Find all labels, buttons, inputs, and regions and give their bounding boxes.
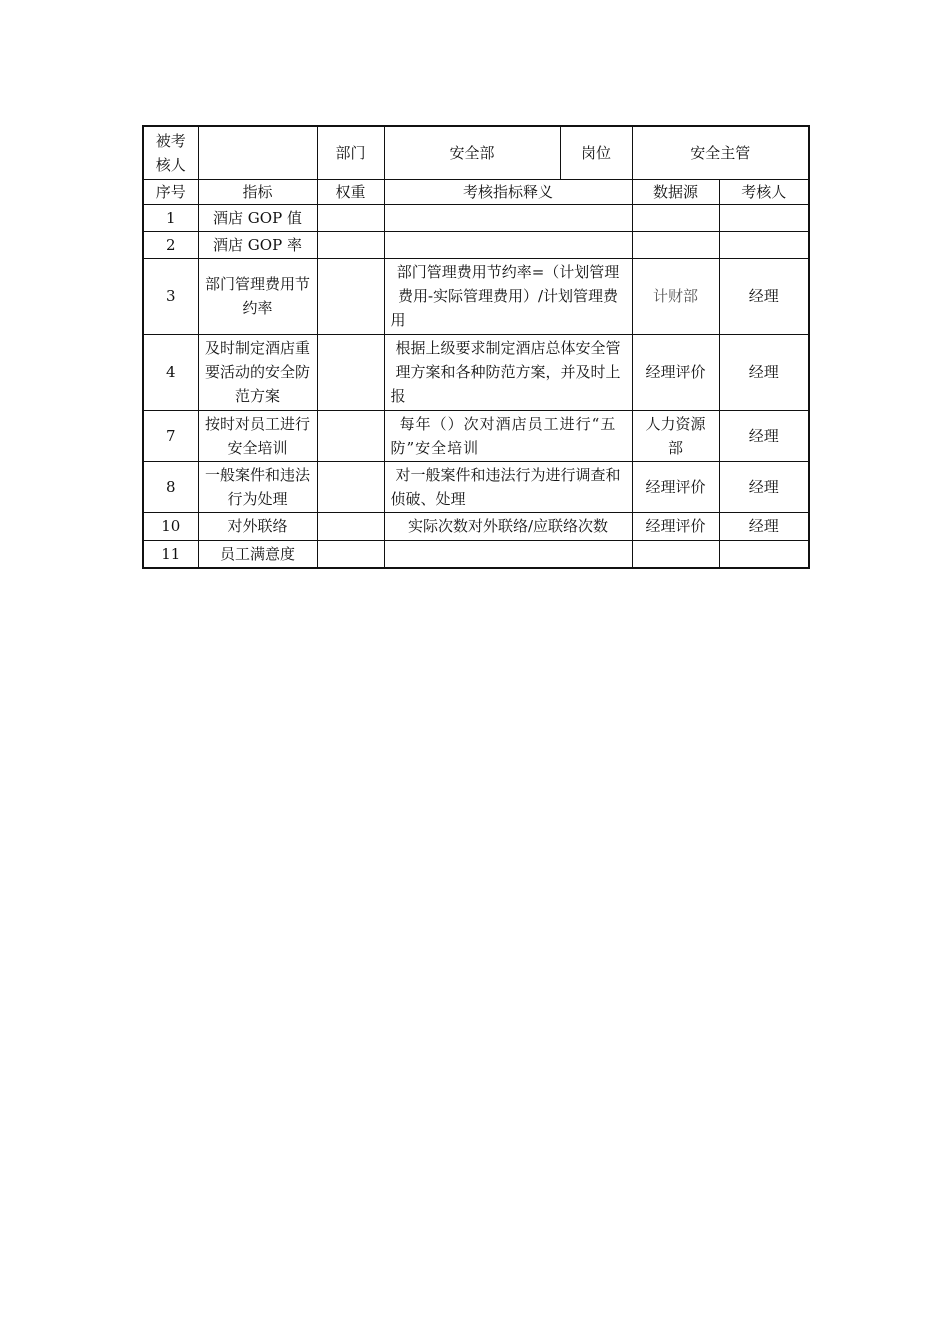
seq-cell: 8 xyxy=(143,461,198,512)
weight-cell xyxy=(317,204,384,231)
evaluator-cell: 经理 xyxy=(719,461,809,512)
table-row xyxy=(143,410,809,461)
kpi-table xyxy=(142,125,810,569)
evaluatee-value xyxy=(198,126,317,179)
evaluator-cell xyxy=(719,231,809,258)
evaluator-cell xyxy=(719,540,809,568)
position-value: 安全主管 xyxy=(632,126,809,179)
column-header-row xyxy=(143,179,809,204)
department-label: 部门 xyxy=(317,126,384,179)
evaluator-cell: 经理 xyxy=(719,512,809,540)
indicator-cell: 酒店 GOP 值 xyxy=(198,204,317,231)
source-cell: 经理评价 xyxy=(632,512,719,540)
position-label: 岗位 xyxy=(560,126,632,179)
weight-cell xyxy=(317,540,384,568)
weight-cell xyxy=(317,410,384,461)
indicator-cell: 及时制定酒店重要活动的安全防范方案 xyxy=(198,334,317,410)
col-definition-header: 考核指标释义 xyxy=(384,179,632,204)
source-cell xyxy=(632,540,719,568)
col-source-header: 数据源 xyxy=(632,179,719,204)
col-weight-header: 权重 xyxy=(317,179,384,204)
kpi-sheet xyxy=(142,125,808,569)
definition-cell xyxy=(384,540,632,568)
table-row xyxy=(143,204,809,231)
seq-cell: 2 xyxy=(143,231,198,258)
table-row xyxy=(143,231,809,258)
evaluator-cell xyxy=(719,204,809,231)
weight-cell xyxy=(317,461,384,512)
col-indicator-header: 指标 xyxy=(198,179,317,204)
definition-cell xyxy=(384,204,632,231)
definition-cell: 根据上级要求制定酒店总体安全管理方案和各种防范方案，并及时上报 xyxy=(384,334,632,410)
seq-cell: 10 xyxy=(143,512,198,540)
seq-cell: 7 xyxy=(143,410,198,461)
weight-cell xyxy=(317,512,384,540)
source-cell: 计财部 xyxy=(632,258,719,334)
department-value: 安全部 xyxy=(384,126,560,179)
seq-cell: 4 xyxy=(143,334,198,410)
table-row xyxy=(143,512,809,540)
indicator-cell: 酒店 GOP 率 xyxy=(198,231,317,258)
source-cell xyxy=(632,231,719,258)
definition-cell xyxy=(384,231,632,258)
seq-cell: 3 xyxy=(143,258,198,334)
table-row xyxy=(143,461,809,512)
source-cell: 经理评价 xyxy=(632,334,719,410)
weight-cell xyxy=(317,231,384,258)
definition-cell: 每年（）次对酒店员工进行“五防”安全培训 xyxy=(384,410,632,461)
evaluator-cell: 经理 xyxy=(719,410,809,461)
header-row xyxy=(143,126,809,179)
indicator-cell: 对外联络 xyxy=(198,512,317,540)
definition-cell: 对一般案件和违法行为进行调查和侦破、处理 xyxy=(384,461,632,512)
source-cell: 经理评价 xyxy=(632,461,719,512)
table-row xyxy=(143,334,809,410)
evaluator-cell: 经理 xyxy=(719,334,809,410)
table-row xyxy=(143,258,809,334)
indicator-cell: 部门管理费用节约率 xyxy=(198,258,317,334)
table-row xyxy=(143,540,809,568)
indicator-cell: 一般案件和违法行为处理 xyxy=(198,461,317,512)
weight-cell xyxy=(317,334,384,410)
indicator-cell: 员工满意度 xyxy=(198,540,317,568)
seq-cell: 1 xyxy=(143,204,198,231)
definition-cell: 实际次数对外联络/应联络次数 xyxy=(384,512,632,540)
definition-cell: 部门管理费用节约率=（计划管理费用-实际管理费用）/计划管理费用 xyxy=(384,258,632,334)
evaluatee-label: 被考核人 xyxy=(143,126,198,179)
weight-cell xyxy=(317,258,384,334)
source-cell: 人力资源部 xyxy=(632,410,719,461)
indicator-cell: 按时对员工进行安全培训 xyxy=(198,410,317,461)
evaluator-cell: 经理 xyxy=(719,258,809,334)
col-seq-header: 序号 xyxy=(143,179,198,204)
col-evaluator-header: 考核人 xyxy=(719,179,809,204)
source-cell xyxy=(632,204,719,231)
seq-cell: 11 xyxy=(143,540,198,568)
